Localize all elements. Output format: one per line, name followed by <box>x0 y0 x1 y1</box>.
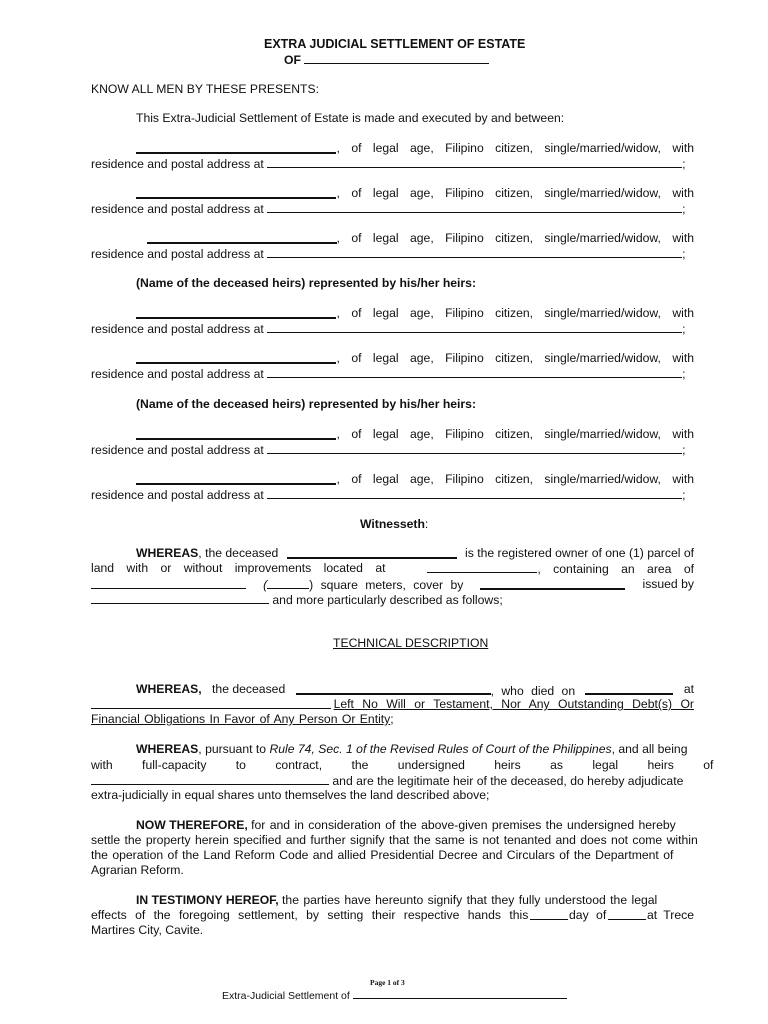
party-4-address-blank <box>267 321 682 333</box>
deceased-heirs-heading-2: (Name of the deceased heirs) represented by his/her heirs: <box>136 397 477 411</box>
party-1-name-blank <box>136 141 336 154</box>
testimony-bold: IN TESTIMONY HEREOF, <box>136 893 279 907</box>
whereas-3-text-b: , and all being <box>611 742 688 756</box>
party-5-residence <box>91 366 694 381</box>
party-1-line <box>136 141 694 155</box>
whereas-3-line-2: with full-capacity to contract, the undersigned heirs as legal heirs of <box>91 758 714 772</box>
whereas-2-date-blank <box>585 682 673 695</box>
whereas-2-at: at <box>683 682 694 696</box>
party-4-residence <box>91 321 694 336</box>
whereas-3-line-3 <box>91 773 694 788</box>
whereas-1-closing: and more particularly described as follows; <box>272 593 503 607</box>
party-2-line <box>136 186 694 200</box>
whereas-1-issuer-blank <box>91 592 269 604</box>
whereas-1-line-2 <box>91 561 694 576</box>
whereas-1-area-label: , containing an area of <box>537 562 694 576</box>
witnesseth-heading <box>360 517 428 531</box>
whereas-1-text-a: , the deceased <box>198 546 279 560</box>
now-therefore-line-2: settle the property herein specified and further signify that the same is not tenanted and does not come within <box>91 833 698 847</box>
party-3-line <box>147 231 694 245</box>
residence-label: residence and postal address at <box>91 322 264 336</box>
semicolon: ; <box>682 443 686 457</box>
party-2-residence <box>91 201 694 216</box>
party-7-name-blank <box>136 472 336 485</box>
technical-description-heading: TECHNICAL DESCRIPTION <box>333 636 489 650</box>
party-4-tail: , of legal age, Filipino citizen, single/married/widow, with <box>336 306 694 320</box>
whereas-1-location-label: land with or without improvements located at <box>91 561 386 575</box>
title-of-line <box>284 52 489 67</box>
witnesseth-colon: : <box>424 517 429 531</box>
party-1-address-blank <box>267 156 682 168</box>
testimony-line-1 <box>136 893 657 907</box>
party-3-tail: , of legal age, Filipino citizen, single/married/widow, with <box>336 231 694 245</box>
semicolon: ; <box>682 322 686 336</box>
party-7-line <box>136 472 694 486</box>
whereas-3-text-a: , pursuant to <box>198 742 267 756</box>
page-number: Page 1 of 3 <box>370 978 405 987</box>
party-2-name-blank <box>136 186 336 199</box>
testimony-text-2: effects of the foregoing settlement, by setting their respective hands this <box>91 908 529 922</box>
testimony-month-blank <box>608 908 646 920</box>
now-therefore-line-1 <box>136 818 676 832</box>
now-therefore-text-1: for and in consideration of the above-given premises the undersigned hereby <box>251 818 676 832</box>
semicolon: ; <box>682 247 686 261</box>
testimony-day-of: day of <box>569 908 607 922</box>
whereas-3-decedent-blank <box>91 773 329 785</box>
whereas-1-area-number-blank <box>267 577 309 589</box>
whereas-2-bold: WHEREAS, <box>136 682 202 696</box>
whereas-3-rule: Rule 74, Sec. 1 of the Revised Rules of Court of the Philippines <box>269 742 612 756</box>
semicolon: ; <box>390 712 394 726</box>
party-3-residence <box>91 246 694 261</box>
whereas-3-legitimate: and are the legitimate heir of the deceased, do hereby adjudicate <box>332 774 684 788</box>
whereas-2-financial: Financial Obligations In Favor of Any Person Or Entity <box>91 712 391 726</box>
whereas-2-deceased-blank <box>296 682 491 695</box>
intro-sentence: This Extra-Judicial Settlement of Estate is made and executed by and between: <box>136 111 565 125</box>
testimony-line-2 <box>91 908 694 922</box>
footer-line <box>222 989 567 1002</box>
residence-label: residence and postal address at <box>91 157 264 171</box>
whereas-1-line-4 <box>91 592 694 607</box>
testimony-place: at Trece <box>646 908 694 922</box>
whereas-1-title-blank <box>480 577 625 590</box>
residence-label: residence and postal address at <box>91 202 264 216</box>
know-all-men: KNOW ALL MEN BY THESE PRESENTS: <box>91 82 320 96</box>
witnesseth-label: Witnesseth <box>360 517 425 531</box>
party-6-address-blank <box>267 442 682 454</box>
now-therefore-line-4: Agrarian Reform. <box>91 863 184 877</box>
testimony-line-3: Martires City, Cavite. <box>91 923 204 937</box>
estate-name-blank <box>304 52 489 64</box>
whereas-3-line-4: extra-judicially in equal shares unto themselves the land described above; <box>91 788 490 802</box>
whereas-2-line-2 <box>91 697 694 711</box>
now-therefore-line-3: the operation of the Land Reform Code and allied Presidential Decree and Circulars of the Department of <box>91 848 674 862</box>
semicolon: ; <box>682 157 686 171</box>
whereas-1-line-1 <box>136 546 694 560</box>
party-3-address-blank <box>267 246 682 258</box>
party-6-residence <box>91 442 694 457</box>
whereas-1-line-3 <box>91 577 694 592</box>
party-1-tail: , of legal age, Filipino citizen, single/married/widow, with <box>336 141 694 155</box>
whereas-3-bold: WHEREAS <box>136 742 199 756</box>
party-6-name-blank <box>136 427 336 440</box>
whereas-2-no-will: Left No Will or Testament, Nor Any Outstanding Debt(s) Or <box>333 697 694 711</box>
party-5-address-blank <box>267 366 682 378</box>
party-2-address-blank <box>267 201 682 213</box>
whereas-2-text-a: the deceased <box>212 682 286 696</box>
party-6-tail: , of legal age, Filipino citizen, single/married/widow, with <box>336 427 694 441</box>
party-7-residence <box>91 487 694 502</box>
whereas-1-issued-by: issued by <box>642 577 694 591</box>
semicolon: ; <box>682 367 686 381</box>
party-7-address-blank <box>267 487 682 499</box>
whereas-2-place-blank <box>91 697 331 709</box>
whereas-1-area-words-blank <box>91 577 246 589</box>
residence-label: residence and postal address at <box>91 367 264 381</box>
whereas-1-deceased-blank <box>287 546 457 559</box>
residence-label: residence and postal address at <box>91 443 264 457</box>
party-1-residence <box>91 156 694 171</box>
party-7-tail: , of legal age, Filipino citizen, single/married/widow, with <box>336 472 694 486</box>
party-5-line <box>136 351 694 365</box>
whereas-3-line-1 <box>136 742 687 756</box>
document-title: EXTRA JUDICIAL SETTLEMENT OF ESTATE <box>264 37 526 51</box>
residence-label: residence and postal address at <box>91 247 264 261</box>
footer-label: Extra-Judicial Settlement of <box>222 990 350 1002</box>
party-5-tail: , of legal age, Filipino citizen, single/married/widow, with <box>336 351 694 365</box>
residence-label: residence and postal address at <box>91 488 264 502</box>
party-6-line <box>136 427 694 441</box>
whereas-2-line-1 <box>136 682 694 698</box>
party-3-name-blank <box>147 231 337 244</box>
testimony-text-1: the parties have hereunto signify that they fully understood the legal <box>282 893 658 907</box>
whereas-2-line-3 <box>91 712 694 726</box>
title-of-label: OF <box>284 53 301 67</box>
party-5-name-blank <box>136 351 336 364</box>
whereas-1-text-b: is the registered owner of one (1) parcel of <box>465 546 694 560</box>
semicolon: ; <box>682 488 686 502</box>
party-4-line <box>136 306 694 320</box>
whereas-1-bold: WHEREAS <box>136 546 199 560</box>
whereas-2-died-on: , who died on <box>490 684 576 698</box>
party-4-name-blank <box>136 306 336 319</box>
open-paren: ( <box>263 578 268 592</box>
semicolon: ; <box>682 202 686 216</box>
whereas-1-sqm-label: ) square meters, cover by <box>309 578 464 592</box>
whereas-1-location-blank <box>427 561 537 573</box>
footer-estate-blank <box>353 989 567 999</box>
party-2-tail: , of legal age, Filipino citizen, single/married/widow, with <box>336 186 694 200</box>
deceased-heirs-heading-1: (Name of the deceased heirs) represented by his/her heirs: <box>136 276 477 290</box>
now-therefore-bold: NOW THEREFORE, <box>136 818 248 832</box>
testimony-day-blank <box>530 908 568 920</box>
